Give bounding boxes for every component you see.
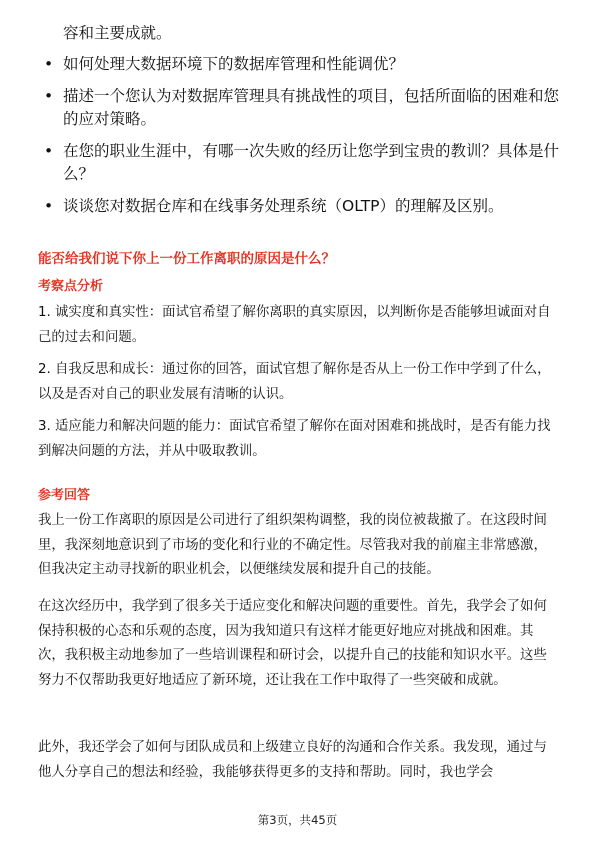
- list-item-text: 在您的职业生涯中，有哪一次失败的经历让您学到宝贵的教训？具体是什么？: [63, 142, 560, 183]
- bullet-icon: •: [44, 87, 54, 105]
- list-item: [44, 53, 564, 76]
- list-item-text: 谈谈您对数据仓库和在线事务处理系统（OLTP）的理解及区别。: [63, 197, 504, 215]
- analysis-point: 3. 适应能力和解决问题的能力：面试官希望了解你在面对困难和挑战时，是否有能力找到解决问题的方法，并从中吸取教训。: [38, 419, 551, 459]
- question-list: [44, 22, 564, 227]
- answer-paragraph: 在这次经历中，我学到了很多关于适应变化和解决问题的重要性。首先，我学会了如何保持积极的心态和乐观的态度，因为我知道只有这样才能更好地应对挑战和困难。其次，我积极主动地参加了一些培训课程和研讨会，以提升自己的技能和知识水平。这些努力不仅帮助我更好地适应了新环境，还让我在工作中取得了一些突破和成就。: [38, 599, 547, 688]
- analysis-point: 1. 诚实度和真实性：面试官希望了解你离职的真实原因，以判断你是否能够坦诚面对自己的过去和问题。: [38, 305, 551, 345]
- list-item-continuation: 容和主要成就。: [63, 24, 172, 42]
- list-item: [44, 85, 564, 131]
- answer-paragraph: 此外，我还学会了如何与团队成员和上级建立良好的沟通和合作关系。我发现，通过与他人分享自己的想法和经验，我能够获得更多的支持和帮助。同时，我也学会: [38, 740, 547, 780]
- analysis-heading: 考察点分析: [38, 279, 104, 294]
- list-item: [44, 195, 564, 218]
- bullet-icon: •: [44, 55, 54, 73]
- question-title: 能否给我们说下你上一份工作离职的原因是什么？: [38, 251, 335, 267]
- answer-heading: 参考回答: [38, 488, 91, 503]
- list-item-text: 描述一个您认为对数据库管理具有挑战性的项目，包括所面临的困难和您的应对策略。: [63, 87, 560, 128]
- analysis-point: 2. 自我反思和成长：通过你的回答，面试官想了解你是否从上一份工作中学到了什么，以及是否对自己的职业发展有清晰的认识。: [38, 362, 551, 402]
- list-item: [44, 140, 564, 186]
- list-item-text: 如何处理大数据环境下的数据库管理和性能调优？: [63, 55, 405, 73]
- bullet-icon: •: [44, 197, 54, 215]
- bullet-icon: •: [44, 142, 54, 160]
- page-number: 第3页，共45页: [257, 813, 338, 827]
- answer-paragraph: 我上一份工作离职的原因是公司进行了组织架构调整，我的岗位被裁撤了。在这段时间里，我深刻地意识到了市场的变化和行业的不确定性。尽管我对我的前雇主非常感激，但我决定主动寻找新的职业机会，以便继续发展和提升自己的技能。: [38, 513, 547, 577]
